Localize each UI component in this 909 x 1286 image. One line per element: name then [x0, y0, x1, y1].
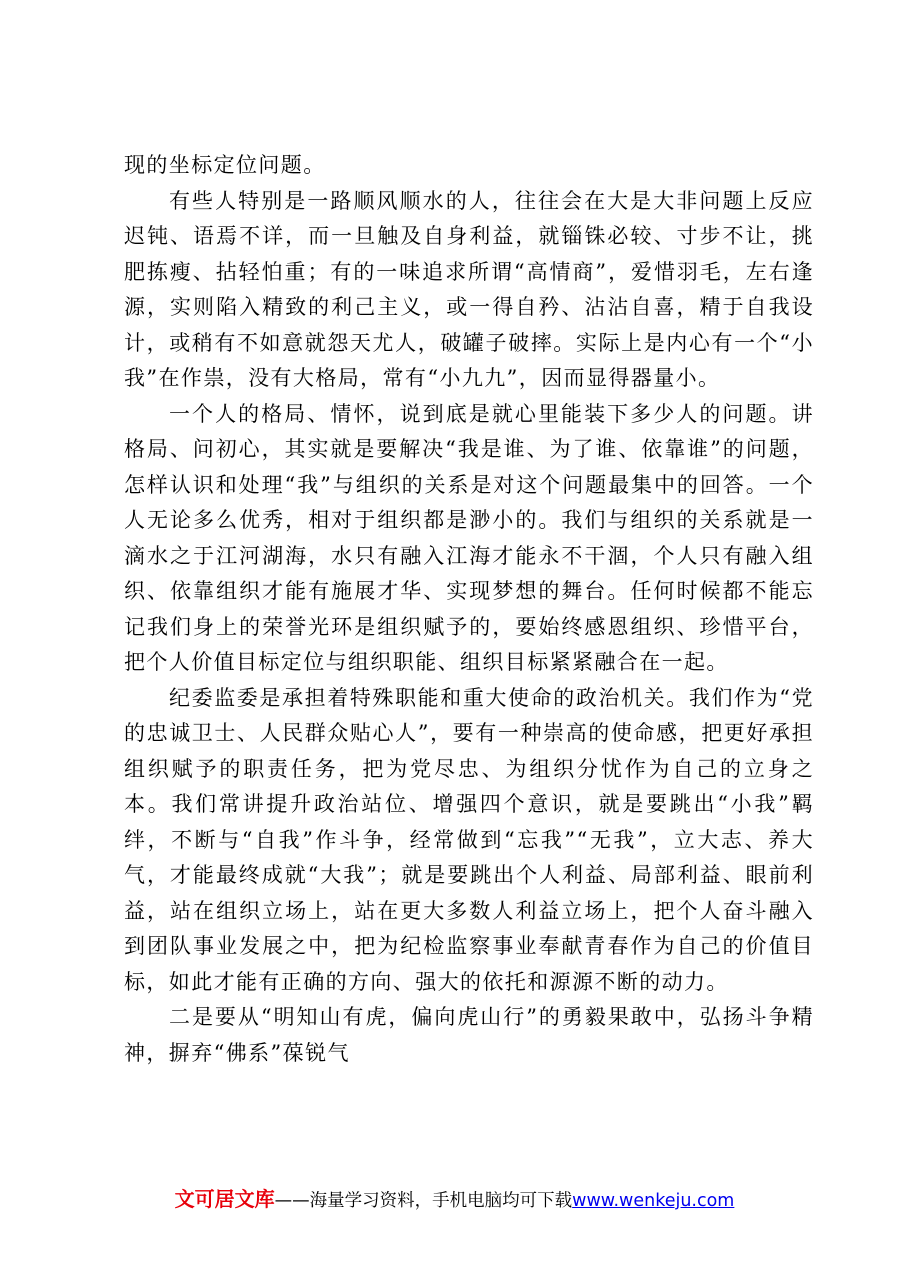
- footer-banner: [0, 1183, 909, 1212]
- document-body: [124, 148, 814, 1071]
- paragraph-3: 一个人的格局、情怀，说到底是就心里能装下多少人的问题。讲格局、问初心，其实就是要解决“我是谁、为了谁、依靠谁”的问题，怎样认识和处理“我”与组织的关系是对这个问题最集中的回答。一个人无论多么优秀，相对于组织都是渺小的。我们与组织的关系就是一滴水之于江河湖海，水只有融入江海才能永不干涸，个人只有融入组织、依靠组织才能有施展才华、实现梦想的舞台。任何时候都不能忘记我们身上的荣誉光环是组织赋予的，要始终感恩组织、珍惜平台，把个人价值目标定位与组织职能、组织目标紧紧融合在一起。: [124, 401, 814, 674]
- paragraph-5: 二是要从“明知山有虎，偏向虎山行”的勇毅果敢中，弘扬斗争精神，摒弃“佛系”葆锐气: [124, 1005, 814, 1065]
- paragraph-1: 现的坐标定位问题。: [124, 153, 326, 177]
- footer-brand: 文可居文库: [174, 1187, 275, 1211]
- paragraph-2: 有些人特别是一路顺风顺水的人，往往会在大是大非问题上反应迟钝、语焉不详，而一旦触及自身利益，就锱铢必较、寸步不让，挑肥拣瘦、拈轻怕重；有的一味追求所谓“高情商”，爱惜羽毛，左右逢源，实则陷入精致的利己主义，或一得自矜、沾沾自喜，精于自我设计，或稍有不如意就怨天尤人，破罐子破摔。实际上是内心有一个“小我”在作祟，没有大格局，常有“小九九”，因而显得器量小。: [124, 188, 814, 390]
- footer-site-link[interactable]: www.wenkeju.com: [572, 1191, 735, 1211]
- paragraph-4: 纪委监委是承担着特殊职能和重大使命的政治机关。我们作为“党的忠诚卫士、人民群众贴心人”，要有一种崇高的使命感，把更好承担组织赋予的职责任务，把为党尽忠、为组织分忧作为自己的立身之本。我们常讲提升政治站位、增强四个意识，就是要跳出“小我”羁绊，不断与“自我”作斗争，经常做到“忘我”“无我”，立大志、养大气，才能最终成就“大我”；就是要跳出个人利益、局部利益、眼前利益，站在组织立场上，站在更大多数人利益立场上，把个人奋斗融入到团队事业发展之中，把为纪检监察事业奉献青春作为自己的价值目标，如此才能有正确的方向、强大的依托和源源不断的动力。: [124, 685, 814, 994]
- footer-tagline: 海量学习资料，手机电脑均可下载: [309, 1191, 573, 1211]
- footer-dash: ——: [274, 1191, 310, 1211]
